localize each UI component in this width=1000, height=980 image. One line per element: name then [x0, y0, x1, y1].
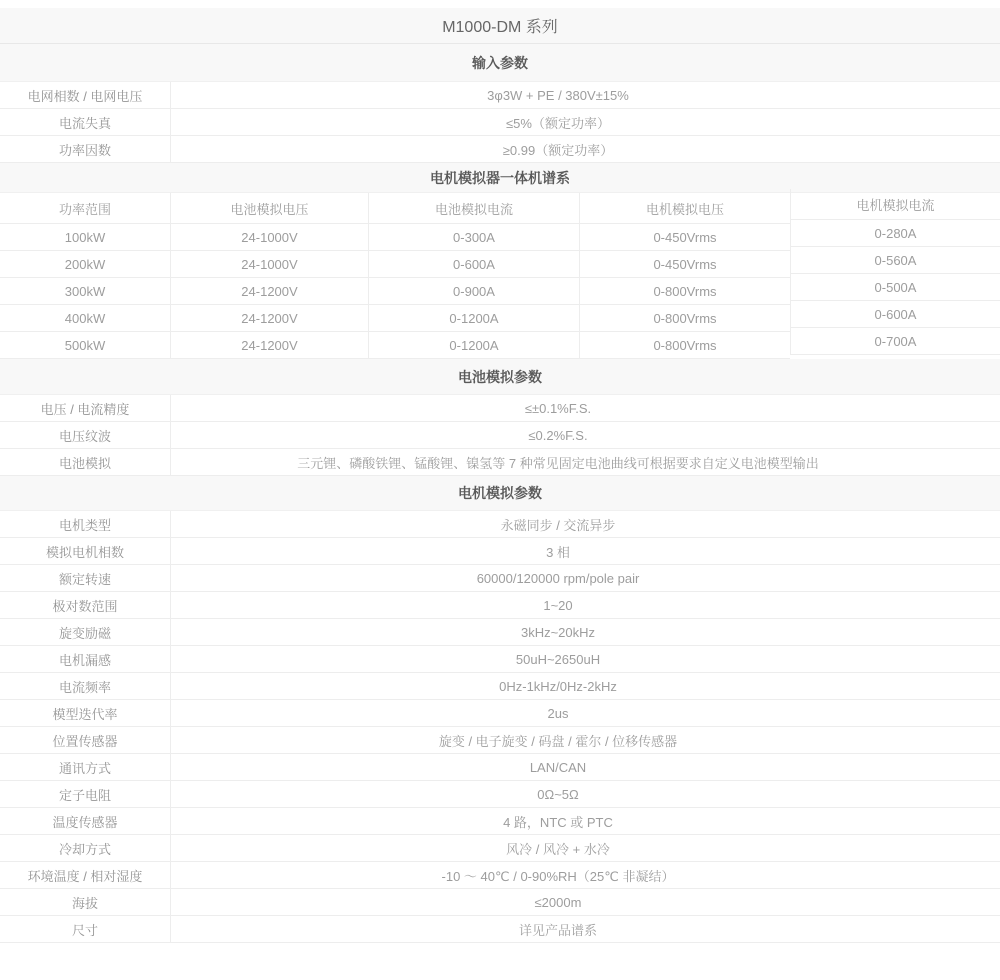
spec-row — [0, 82, 1000, 109]
spec-row — [0, 646, 1000, 673]
table-cell: 0-800Vrms — [579, 278, 790, 304]
top-spacer — [0, 0, 1000, 8]
spec-value: -10 ～ 40℃ / 0-90%RH（25℃ 非凝结） — [170, 862, 1000, 888]
table-cell: 0-500A — [791, 274, 1000, 301]
table-cell: 300kW — [64, 283, 106, 299]
spec-row — [0, 673, 1000, 700]
spec-row — [0, 754, 1000, 781]
table-cell: 24-1000V — [170, 224, 368, 250]
spec-row — [0, 422, 1000, 449]
table-cell: 500kW — [64, 337, 106, 353]
spec-value: ≤5%（额定功率） — [170, 109, 1000, 135]
lineup-table — [0, 193, 1000, 359]
spec-row — [0, 916, 1000, 943]
spec-value: LAN/CAN — [170, 754, 1000, 780]
spec-value: ≥0.99（额定功率） — [170, 136, 1000, 162]
table-cell: 24-1000V — [170, 251, 368, 277]
spec-value: 4 路，NTC 或 PTC — [170, 808, 1000, 834]
spec-value: ≤0.2%F.S. — [170, 422, 1000, 448]
spec-value: 50uH~2650uH — [170, 646, 1000, 672]
spec-label: 功率因数 — [58, 142, 111, 158]
spec-label: 海拔 — [71, 895, 98, 911]
table-cell: 0-800Vrms — [579, 332, 790, 358]
spec-value: 0Hz-1kHz/0Hz-2kHz — [170, 673, 1000, 699]
spec-row — [0, 538, 1000, 565]
column-header: 电池模拟电流 — [368, 193, 579, 223]
table-cell: 0-700A — [791, 328, 1000, 355]
spec-label: 电压 / 电流精度 — [40, 401, 130, 417]
spec-label: 电池模拟 — [58, 455, 111, 471]
spec-value: 旋变 / 电子旋变 / 码盘 / 霍尔 / 位移传感器 — [170, 727, 1000, 753]
table-cell: 0-1200A — [368, 305, 579, 331]
table-cell: 200kW — [64, 256, 106, 272]
spec-row — [0, 136, 1000, 163]
spec-label: 电机漏感 — [58, 652, 111, 668]
spec-value: 详见产品谱系 — [170, 916, 1000, 942]
table-cell: 0-450Vrms — [579, 251, 790, 277]
spec-row — [0, 862, 1000, 889]
column-header: 功率范围 — [58, 201, 111, 217]
spec-value: ≤±0.1%F.S. — [170, 395, 1000, 421]
spec-row — [0, 808, 1000, 835]
table-cell: 24-1200V — [170, 332, 368, 358]
spec-label: 温度传感器 — [52, 814, 118, 830]
spec-row — [0, 727, 1000, 754]
table-row — [0, 251, 790, 278]
table-cell: 0-300A — [368, 224, 579, 250]
spec-label: 额定转速 — [58, 571, 111, 587]
spec-row — [0, 700, 1000, 727]
spec-row — [0, 395, 1000, 422]
table-cell: 24-1200V — [170, 278, 368, 304]
spec-label: 冷却方式 — [58, 841, 111, 857]
spec-label: 电流频率 — [58, 679, 111, 695]
spec-row — [0, 889, 1000, 916]
table-header-row — [0, 193, 790, 224]
table-cell: 0-900A — [368, 278, 579, 304]
spec-label: 通讯方式 — [58, 760, 111, 776]
lineup-last-column — [790, 189, 1000, 355]
spec-row — [0, 835, 1000, 862]
spec-label: 环境温度 / 相对湿度 — [27, 868, 143, 884]
section-heading-motor: 电机模拟参数 — [0, 476, 1000, 511]
column-header: 电池模拟电压 — [170, 193, 368, 223]
table-cell: 0-560A — [791, 247, 1000, 274]
spec-row — [0, 511, 1000, 538]
spec-label: 旋变励磁 — [58, 625, 111, 641]
table-cell: 0-800Vrms — [579, 305, 790, 331]
spec-row — [0, 619, 1000, 646]
spec-value: ≤2000m — [170, 889, 1000, 915]
table-cell: 24-1200V — [170, 305, 368, 331]
table-cell: 100kW — [64, 229, 106, 245]
table-cell: 400kW — [64, 310, 106, 326]
section-heading-lineup: 电机模拟器一体机谱系 — [0, 163, 1000, 193]
spec-label: 电流失真 — [58, 115, 111, 131]
table-row — [0, 224, 790, 251]
spec-label: 电网相数 / 电网电压 — [27, 88, 143, 104]
section-heading-input: 输入参数 — [0, 44, 1000, 82]
table-row — [0, 305, 790, 332]
spec-label: 位置传感器 — [52, 733, 118, 749]
table-cell: 0-1200A — [368, 332, 579, 358]
spec-value: 永磁同步 / 交流异步 — [170, 511, 1000, 537]
page-title: M1000-DM 系列 — [0, 8, 1000, 44]
spec-label: 尺寸 — [71, 922, 98, 938]
spec-row — [0, 449, 1000, 476]
spec-value: 60000/120000 rpm/pole pair — [170, 565, 1000, 591]
spec-label: 电机类型 — [58, 517, 111, 533]
spec-label: 定子电阻 — [58, 787, 111, 803]
table-row — [0, 332, 790, 359]
spec-value: 3φ3W + PE / 380V±15% — [170, 82, 1000, 108]
spec-label: 电压纹波 — [58, 428, 111, 444]
column-header: 电机模拟电流 — [791, 189, 1000, 220]
spec-value: 3kHz~20kHz — [170, 619, 1000, 645]
section-heading-battery: 电池模拟参数 — [0, 359, 1000, 395]
spec-row — [0, 109, 1000, 136]
spec-label: 极对数范围 — [52, 598, 118, 614]
table-row — [0, 278, 790, 305]
spec-label: 模拟电机相数 — [45, 544, 124, 560]
table-cell: 0-280A — [791, 220, 1000, 247]
spec-row — [0, 565, 1000, 592]
column-header: 电机模拟电压 — [579, 193, 790, 223]
spec-row — [0, 592, 1000, 619]
table-cell: 0-600A — [791, 301, 1000, 328]
spec-label: 模型迭代率 — [52, 706, 118, 722]
spec-value: 2us — [170, 700, 1000, 726]
spec-value: 1~20 — [170, 592, 1000, 618]
spec-value: 三元锂、磷酸铁锂、锰酸锂、镍氢等 7 种常见固定电池曲线可根据要求自定义电池模型输出 — [170, 449, 1000, 475]
spec-value: 0Ω~5Ω — [170, 781, 1000, 807]
spec-value: 3 相 — [170, 538, 1000, 564]
table-cell: 0-600A — [368, 251, 579, 277]
spec-row — [0, 781, 1000, 808]
table-cell: 0-450Vrms — [579, 224, 790, 250]
spec-value: 风冷 / 风冷 + 水冷 — [170, 835, 1000, 861]
